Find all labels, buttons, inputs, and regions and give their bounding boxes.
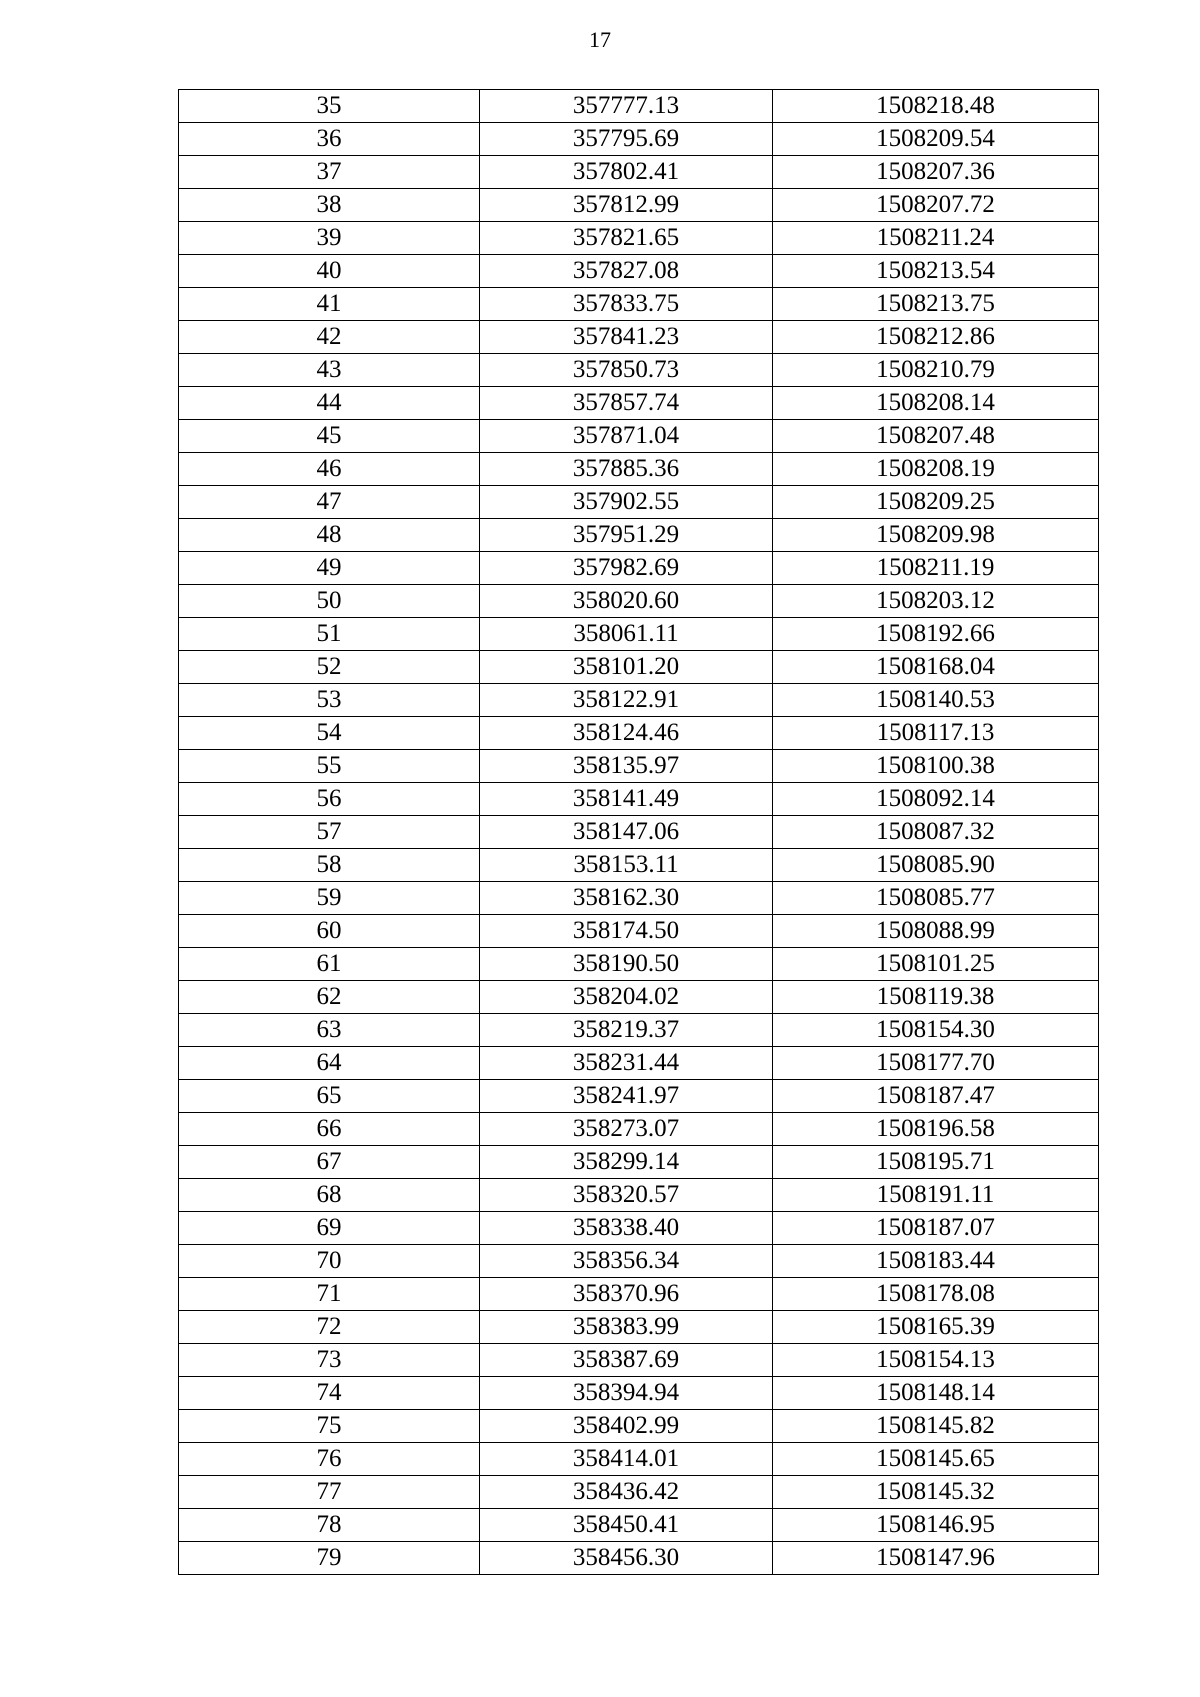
table-row xyxy=(179,222,1099,255)
y-coordinate-cell: 1508145.32 xyxy=(773,1476,1099,1509)
x-coordinate-cell: 358338.40 xyxy=(480,1212,773,1245)
x-coordinate-cell: 357982.69 xyxy=(480,552,773,585)
point-number-cell: 36 xyxy=(179,123,480,156)
page-number: 17 xyxy=(589,27,611,52)
point-number-cell: 52 xyxy=(179,651,480,684)
point-number-cell: 42 xyxy=(179,321,480,354)
y-coordinate-cell: 1508208.14 xyxy=(773,387,1099,420)
table-row xyxy=(179,288,1099,321)
x-coordinate-cell: 358162.30 xyxy=(480,882,773,915)
y-coordinate-cell: 1508154.30 xyxy=(773,1014,1099,1047)
y-coordinate-cell: 1508085.77 xyxy=(773,882,1099,915)
y-coordinate-cell: 1508209.25 xyxy=(773,486,1099,519)
y-coordinate-cell: 1508178.08 xyxy=(773,1278,1099,1311)
y-coordinate-cell: 1508145.65 xyxy=(773,1443,1099,1476)
point-number-cell: 67 xyxy=(179,1146,480,1179)
point-number-cell: 51 xyxy=(179,618,480,651)
x-coordinate-cell: 357827.08 xyxy=(480,255,773,288)
x-coordinate-cell: 358174.50 xyxy=(480,915,773,948)
table-row xyxy=(179,189,1099,222)
x-coordinate-cell: 358147.06 xyxy=(480,816,773,849)
table-row xyxy=(179,1113,1099,1146)
point-number-cell: 64 xyxy=(179,1047,480,1080)
y-coordinate-cell: 1508119.38 xyxy=(773,981,1099,1014)
y-coordinate-cell: 1508087.32 xyxy=(773,816,1099,849)
y-coordinate-cell: 1508154.13 xyxy=(773,1344,1099,1377)
y-coordinate-cell: 1508207.48 xyxy=(773,420,1099,453)
point-number-cell: 72 xyxy=(179,1311,480,1344)
y-coordinate-cell: 1508195.71 xyxy=(773,1146,1099,1179)
x-coordinate-cell: 358402.99 xyxy=(480,1410,773,1443)
table-row xyxy=(179,816,1099,849)
y-coordinate-cell: 1508212.86 xyxy=(773,321,1099,354)
y-coordinate-cell: 1508209.98 xyxy=(773,519,1099,552)
point-number-cell: 50 xyxy=(179,585,480,618)
x-coordinate-cell: 357841.23 xyxy=(480,321,773,354)
x-coordinate-cell: 357777.13 xyxy=(480,90,773,123)
point-number-cell: 74 xyxy=(179,1377,480,1410)
table-row xyxy=(179,519,1099,552)
x-coordinate-cell: 358061.11 xyxy=(480,618,773,651)
x-coordinate-cell: 358356.34 xyxy=(480,1245,773,1278)
x-coordinate-cell: 357885.36 xyxy=(480,453,773,486)
table-row xyxy=(179,1278,1099,1311)
y-coordinate-cell: 1508208.19 xyxy=(773,453,1099,486)
point-number-cell: 58 xyxy=(179,849,480,882)
y-coordinate-cell: 1508148.14 xyxy=(773,1377,1099,1410)
x-coordinate-cell: 357802.41 xyxy=(480,156,773,189)
table-row xyxy=(179,1443,1099,1476)
x-coordinate-cell: 357857.74 xyxy=(480,387,773,420)
point-number-cell: 43 xyxy=(179,354,480,387)
x-coordinate-cell: 357821.65 xyxy=(480,222,773,255)
point-number-cell: 70 xyxy=(179,1245,480,1278)
point-number-cell: 71 xyxy=(179,1278,480,1311)
point-number-cell: 60 xyxy=(179,915,480,948)
table-row xyxy=(179,321,1099,354)
x-coordinate-cell: 358299.14 xyxy=(480,1146,773,1179)
y-coordinate-cell: 1508211.19 xyxy=(773,552,1099,585)
table-row xyxy=(179,882,1099,915)
point-number-cell: 56 xyxy=(179,783,480,816)
table-row xyxy=(179,651,1099,684)
table-row xyxy=(179,783,1099,816)
x-coordinate-cell: 358231.44 xyxy=(480,1047,773,1080)
coordinates-table xyxy=(178,89,1099,1575)
point-number-cell: 61 xyxy=(179,948,480,981)
y-coordinate-cell: 1508196.58 xyxy=(773,1113,1099,1146)
point-number-cell: 45 xyxy=(179,420,480,453)
table-row xyxy=(179,1509,1099,1542)
table-row xyxy=(179,453,1099,486)
point-number-cell: 47 xyxy=(179,486,480,519)
y-coordinate-cell: 1508177.70 xyxy=(773,1047,1099,1080)
y-coordinate-cell: 1508211.24 xyxy=(773,222,1099,255)
table-row xyxy=(179,1311,1099,1344)
point-number-cell: 39 xyxy=(179,222,480,255)
point-number-cell: 68 xyxy=(179,1179,480,1212)
table-row xyxy=(179,1080,1099,1113)
table-row xyxy=(179,354,1099,387)
table-row xyxy=(179,1245,1099,1278)
y-coordinate-cell: 1508203.12 xyxy=(773,585,1099,618)
y-coordinate-cell: 1508145.82 xyxy=(773,1410,1099,1443)
point-number-cell: 66 xyxy=(179,1113,480,1146)
table-row xyxy=(179,981,1099,1014)
table-row xyxy=(179,1476,1099,1509)
y-coordinate-cell: 1508209.54 xyxy=(773,123,1099,156)
x-coordinate-cell: 358124.46 xyxy=(480,717,773,750)
y-coordinate-cell: 1508117.13 xyxy=(773,717,1099,750)
x-coordinate-cell: 357850.73 xyxy=(480,354,773,387)
x-coordinate-cell: 358020.60 xyxy=(480,585,773,618)
y-coordinate-cell: 1508192.66 xyxy=(773,618,1099,651)
y-coordinate-cell: 1508100.38 xyxy=(773,750,1099,783)
x-coordinate-cell: 358387.69 xyxy=(480,1344,773,1377)
point-number-cell: 38 xyxy=(179,189,480,222)
x-coordinate-cell: 358141.49 xyxy=(480,783,773,816)
table-row xyxy=(179,915,1099,948)
x-coordinate-cell: 358383.99 xyxy=(480,1311,773,1344)
x-coordinate-cell: 358394.94 xyxy=(480,1377,773,1410)
point-number-cell: 46 xyxy=(179,453,480,486)
point-number-cell: 76 xyxy=(179,1443,480,1476)
table-row xyxy=(179,849,1099,882)
x-coordinate-cell: 357871.04 xyxy=(480,420,773,453)
table-row xyxy=(179,1179,1099,1212)
table-row xyxy=(179,717,1099,750)
table-row xyxy=(179,90,1099,123)
point-number-cell: 55 xyxy=(179,750,480,783)
table-row xyxy=(179,1410,1099,1443)
point-number-cell: 75 xyxy=(179,1410,480,1443)
table-row xyxy=(179,552,1099,585)
point-number-cell: 78 xyxy=(179,1509,480,1542)
y-coordinate-cell: 1508165.39 xyxy=(773,1311,1099,1344)
point-number-cell: 57 xyxy=(179,816,480,849)
table-row xyxy=(179,1377,1099,1410)
x-coordinate-cell: 357833.75 xyxy=(480,288,773,321)
point-number-cell: 54 xyxy=(179,717,480,750)
x-coordinate-cell: 358241.97 xyxy=(480,1080,773,1113)
table-row xyxy=(179,585,1099,618)
y-coordinate-cell: 1508146.95 xyxy=(773,1509,1099,1542)
table-row xyxy=(179,1344,1099,1377)
point-number-cell: 63 xyxy=(179,1014,480,1047)
table-row xyxy=(179,1212,1099,1245)
y-coordinate-cell: 1508191.11 xyxy=(773,1179,1099,1212)
y-coordinate-cell: 1508092.14 xyxy=(773,783,1099,816)
y-coordinate-cell: 1508187.07 xyxy=(773,1212,1099,1245)
point-number-cell: 40 xyxy=(179,255,480,288)
table-row xyxy=(179,1047,1099,1080)
table-row xyxy=(179,255,1099,288)
y-coordinate-cell: 1508210.79 xyxy=(773,354,1099,387)
x-coordinate-cell: 358273.07 xyxy=(480,1113,773,1146)
y-coordinate-cell: 1508168.04 xyxy=(773,651,1099,684)
point-number-cell: 65 xyxy=(179,1080,480,1113)
x-coordinate-cell: 358320.57 xyxy=(480,1179,773,1212)
point-number-cell: 41 xyxy=(179,288,480,321)
table-row xyxy=(179,618,1099,651)
y-coordinate-cell: 1508207.72 xyxy=(773,189,1099,222)
point-number-cell: 62 xyxy=(179,981,480,1014)
x-coordinate-cell: 358153.11 xyxy=(480,849,773,882)
point-number-cell: 37 xyxy=(179,156,480,189)
table-row xyxy=(179,684,1099,717)
x-coordinate-cell: 357902.55 xyxy=(480,486,773,519)
table-row xyxy=(179,1542,1099,1575)
x-coordinate-cell: 358101.20 xyxy=(480,651,773,684)
point-number-cell: 53 xyxy=(179,684,480,717)
x-coordinate-cell: 358122.91 xyxy=(480,684,773,717)
y-coordinate-cell: 1508088.99 xyxy=(773,915,1099,948)
table-row xyxy=(179,948,1099,981)
point-number-cell: 59 xyxy=(179,882,480,915)
x-coordinate-cell: 358456.30 xyxy=(480,1542,773,1575)
point-number-cell: 44 xyxy=(179,387,480,420)
point-number-cell: 77 xyxy=(179,1476,480,1509)
y-coordinate-cell: 1508183.44 xyxy=(773,1245,1099,1278)
point-number-cell: 73 xyxy=(179,1344,480,1377)
x-coordinate-cell: 358450.41 xyxy=(480,1509,773,1542)
point-number-cell: 69 xyxy=(179,1212,480,1245)
y-coordinate-cell: 1508187.47 xyxy=(773,1080,1099,1113)
point-number-cell: 48 xyxy=(179,519,480,552)
x-coordinate-cell: 357951.29 xyxy=(480,519,773,552)
point-number-cell: 35 xyxy=(179,90,480,123)
y-coordinate-cell: 1508213.75 xyxy=(773,288,1099,321)
y-coordinate-cell: 1508147.96 xyxy=(773,1542,1099,1575)
x-coordinate-cell: 358219.37 xyxy=(480,1014,773,1047)
x-coordinate-cell: 358436.42 xyxy=(480,1476,773,1509)
x-coordinate-cell: 358190.50 xyxy=(480,948,773,981)
table-row xyxy=(179,750,1099,783)
x-coordinate-cell: 357812.99 xyxy=(480,189,773,222)
table-row xyxy=(179,1146,1099,1179)
point-number-cell: 49 xyxy=(179,552,480,585)
table-row xyxy=(179,420,1099,453)
y-coordinate-cell: 1508140.53 xyxy=(773,684,1099,717)
table-row xyxy=(179,486,1099,519)
y-coordinate-cell: 1508218.48 xyxy=(773,90,1099,123)
table-row xyxy=(179,387,1099,420)
table-row xyxy=(179,156,1099,189)
y-coordinate-cell: 1508085.90 xyxy=(773,849,1099,882)
x-coordinate-cell: 357795.69 xyxy=(480,123,773,156)
point-number-cell: 79 xyxy=(179,1542,480,1575)
x-coordinate-cell: 358370.96 xyxy=(480,1278,773,1311)
y-coordinate-cell: 1508101.25 xyxy=(773,948,1099,981)
x-coordinate-cell: 358204.02 xyxy=(480,981,773,1014)
y-coordinate-cell: 1508213.54 xyxy=(773,255,1099,288)
y-coordinate-cell: 1508207.36 xyxy=(773,156,1099,189)
x-coordinate-cell: 358414.01 xyxy=(480,1443,773,1476)
table-row xyxy=(179,1014,1099,1047)
x-coordinate-cell: 358135.97 xyxy=(480,750,773,783)
coordinates-table-body xyxy=(179,90,1099,1575)
table-row xyxy=(179,123,1099,156)
